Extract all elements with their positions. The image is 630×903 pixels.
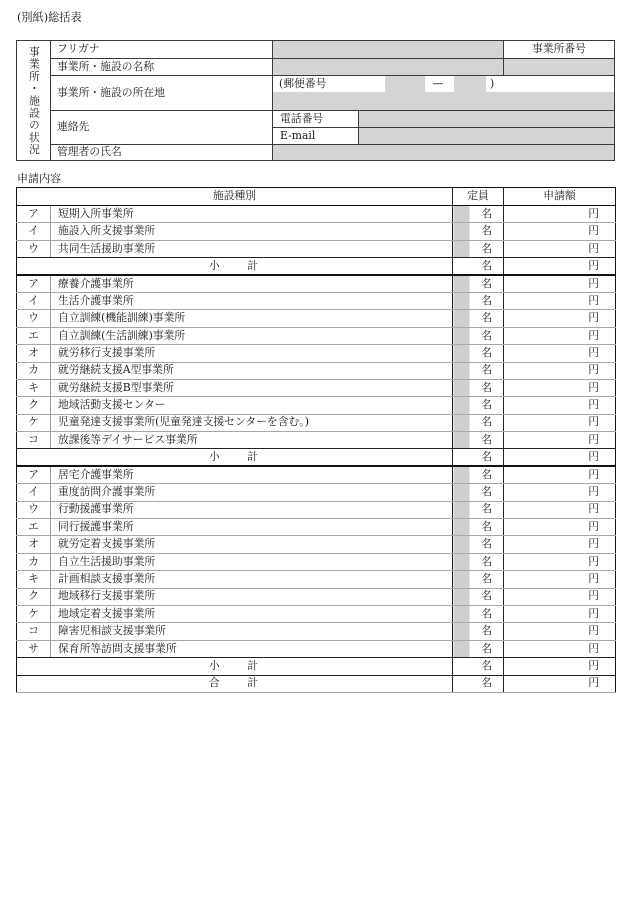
furigana-input[interactable]	[273, 41, 503, 58]
amount-unit: 円	[588, 641, 599, 655]
capacity-unit: 名	[481, 467, 492, 481]
capacity-unit: 名	[481, 537, 492, 551]
amount-cell[interactable]	[504, 571, 616, 588]
facility-type-name: 地域定着支援事業所	[51, 605, 453, 622]
row-index: サ	[17, 640, 51, 657]
amount-cell[interactable]	[504, 397, 616, 414]
postal-code-row	[273, 76, 614, 92]
capacity-unit: 名	[481, 293, 492, 307]
facility-type-name: 共同生活援助事業所	[51, 240, 453, 257]
capacity-unit: 名	[481, 224, 492, 238]
amount-cell[interactable]	[504, 588, 616, 605]
row-index: イ	[17, 223, 51, 240]
capacity-cell[interactable]	[453, 466, 504, 483]
amount-cell[interactable]	[504, 501, 616, 518]
row-index: キ	[17, 379, 51, 396]
facility-type-name: 居宅介護事業所	[51, 466, 453, 483]
row-index: コ	[17, 432, 51, 449]
table-row	[17, 466, 616, 483]
total-amount-cell[interactable]	[504, 675, 616, 692]
table-row	[17, 519, 616, 536]
amount-unit: 円	[588, 415, 599, 429]
capacity-unit: 名	[481, 328, 492, 342]
postal-dash: —	[432, 77, 444, 90]
facility-type-name: 重度訪問介護事業所	[51, 484, 453, 501]
row-index: ケ	[17, 414, 51, 431]
amount-unit: 円	[588, 676, 599, 690]
facility-type-name: 同行援護事業所	[51, 519, 453, 536]
facility-type-name: 自立訓練(生活訓練)事業所	[51, 327, 453, 344]
capacity-unit: 名	[481, 502, 492, 516]
phone-input[interactable]	[359, 111, 614, 127]
facility-info-table	[16, 40, 615, 161]
amount-unit: 円	[588, 398, 599, 412]
capacity-cell[interactable]	[453, 397, 504, 414]
table-row	[17, 501, 616, 518]
manager-name-label: 管理者の氏名	[51, 145, 272, 160]
amount-cell[interactable]	[504, 379, 616, 396]
amount-cell[interactable]	[504, 519, 616, 536]
subtotal-label: 小 計	[17, 449, 453, 466]
application-section-title: 申請内容	[17, 172, 61, 185]
subtotal-amount-cell[interactable]	[504, 258, 616, 275]
capacity-cell[interactable]	[453, 623, 504, 640]
office-number-label: 事業所番号	[504, 41, 614, 58]
table-row	[17, 379, 616, 396]
capacity-unit: 名	[481, 606, 492, 620]
capacity-unit: 名	[481, 311, 492, 325]
subtotal-row	[17, 258, 616, 275]
facility-type-name: 自立生活援助事業所	[51, 553, 453, 570]
postal-open-label: (郵便番号	[279, 77, 327, 90]
amount-unit: 円	[588, 589, 599, 603]
amount-cell[interactable]	[504, 240, 616, 257]
facility-type-name: 行動援護事業所	[51, 501, 453, 518]
row-index: カ	[17, 362, 51, 379]
row-index: ウ	[17, 501, 51, 518]
header-capacity: 定員	[453, 188, 504, 206]
postal-close-label: )	[490, 77, 495, 90]
capacity-cell[interactable]	[453, 414, 504, 431]
capacity-unit: 名	[481, 415, 492, 429]
amount-unit: 円	[588, 363, 599, 377]
capacity-cell[interactable]	[453, 501, 504, 518]
amount-cell[interactable]	[504, 275, 616, 292]
capacity-unit: 名	[481, 258, 492, 272]
capacity-cell[interactable]	[453, 571, 504, 588]
amount-cell[interactable]	[504, 466, 616, 483]
amount-unit: 円	[588, 206, 599, 220]
capacity-unit: 名	[481, 432, 492, 446]
row-index: ウ	[17, 240, 51, 257]
amount-unit: 円	[588, 624, 599, 638]
table-row	[17, 414, 616, 431]
amount-unit: 円	[588, 311, 599, 325]
amount-cell[interactable]	[504, 327, 616, 344]
amount-unit: 円	[588, 276, 599, 290]
facility-type-name: 生活介護事業所	[51, 292, 453, 309]
row-index: キ	[17, 571, 51, 588]
table-row	[17, 397, 616, 414]
table-row	[17, 640, 616, 657]
amount-cell[interactable]	[504, 640, 616, 657]
subtotal-label: 小 計	[17, 258, 453, 275]
facility-type-name: 自立訓練(機能訓練)事業所	[51, 310, 453, 327]
table-row	[17, 623, 616, 640]
amount-unit: 円	[588, 537, 599, 551]
row-index: エ	[17, 519, 51, 536]
table-row	[17, 362, 616, 379]
total-capacity-cell[interactable]	[453, 675, 504, 692]
address-label: 事業所・施設の所在地	[51, 76, 272, 110]
facility-type-name: 児童発達支援事業所(児童発達支援センターを含む。)	[51, 414, 453, 431]
row-index: オ	[17, 345, 51, 362]
capacity-unit: 名	[481, 624, 492, 638]
capacity-cell[interactable]	[453, 240, 504, 257]
capacity-unit: 名	[481, 363, 492, 377]
facility-type-name: 放課後等デイサービス事業所	[51, 432, 453, 449]
postal-code-second-input[interactable]	[454, 76, 486, 92]
facility-type-name: 療養介護事業所	[51, 275, 453, 292]
facility-name-input[interactable]	[273, 59, 503, 75]
amount-cell[interactable]	[504, 553, 616, 570]
capacity-cell[interactable]	[453, 362, 504, 379]
office-number-input[interactable]	[504, 59, 614, 75]
capacity-cell[interactable]	[453, 310, 504, 327]
facility-name-label: 事業所・施設の名称	[51, 59, 272, 75]
subtotal-amount-cell[interactable]	[504, 449, 616, 466]
amount-unit: 円	[588, 467, 599, 481]
amount-unit: 円	[588, 606, 599, 620]
capacity-cell[interactable]	[453, 292, 504, 309]
amount-cell[interactable]	[504, 310, 616, 327]
facility-type-name: 就労移行支援事業所	[51, 345, 453, 362]
amount-cell[interactable]	[504, 623, 616, 640]
facility-type-name: 障害児相談支援事業所	[51, 623, 453, 640]
amount-unit: 円	[588, 328, 599, 342]
total-row	[17, 675, 616, 692]
capacity-unit: 名	[481, 241, 492, 255]
capacity-cell[interactable]	[453, 640, 504, 657]
amount-unit: 円	[588, 502, 599, 516]
facility-type-name: 地域活動支援センター	[51, 397, 453, 414]
capacity-cell[interactable]	[453, 206, 504, 223]
row-index: イ	[17, 292, 51, 309]
row-index: エ	[17, 327, 51, 344]
amount-unit: 円	[588, 241, 599, 255]
row-index: ケ	[17, 605, 51, 622]
amount-unit: 円	[588, 450, 599, 464]
manager-name-input[interactable]	[273, 145, 614, 160]
address-block	[273, 76, 614, 110]
capacity-unit: 名	[481, 519, 492, 533]
row-index: オ	[17, 536, 51, 553]
capacity-cell[interactable]	[453, 588, 504, 605]
amount-unit: 円	[588, 572, 599, 585]
capacity-unit: 名	[481, 658, 492, 672]
table-row	[17, 484, 616, 501]
capacity-cell[interactable]	[453, 519, 504, 536]
table-row	[17, 345, 616, 362]
capacity-unit: 名	[481, 572, 492, 585]
amount-cell[interactable]	[504, 414, 616, 431]
table-row	[17, 275, 616, 292]
table-row	[17, 310, 616, 327]
capacity-unit: 名	[481, 554, 492, 568]
capacity-unit: 名	[481, 676, 492, 690]
facility-type-name: 計画相談支援事業所	[51, 571, 453, 588]
subtotal-row	[17, 449, 616, 466]
capacity-unit: 名	[481, 641, 492, 655]
row-index: ア	[17, 275, 51, 292]
amount-cell[interactable]	[504, 432, 616, 449]
amount-cell[interactable]	[504, 605, 616, 622]
amount-unit: 円	[588, 293, 599, 307]
amount-cell[interactable]	[504, 484, 616, 501]
row-index: ウ	[17, 310, 51, 327]
table-row	[17, 553, 616, 570]
capacity-cell[interactable]	[453, 379, 504, 396]
amount-cell[interactable]	[504, 223, 616, 240]
amount-cell[interactable]	[504, 345, 616, 362]
row-index: コ	[17, 623, 51, 640]
capacity-unit: 名	[481, 485, 492, 499]
subtotal-label: 小 計	[17, 658, 453, 675]
header-facility-type: 施設種別	[17, 188, 453, 206]
table-row	[17, 605, 616, 622]
capacity-cell[interactable]	[453, 275, 504, 292]
subtotal-capacity-cell[interactable]	[453, 449, 504, 466]
section-label-cell	[17, 41, 50, 160]
capacity-unit: 名	[481, 345, 492, 359]
table-row	[17, 588, 616, 605]
header-amount: 申請額	[504, 188, 616, 206]
facility-type-name: 就労継続支援B型事業所	[51, 379, 453, 396]
capacity-unit: 名	[481, 450, 492, 464]
facility-type-name: 地域移行支援事業所	[51, 588, 453, 605]
address-input[interactable]	[273, 92, 614, 110]
postal-code-first-input[interactable]	[385, 76, 425, 92]
table-row	[17, 292, 616, 309]
table-row	[17, 206, 616, 223]
table-row	[17, 536, 616, 553]
capacity-unit: 名	[481, 276, 492, 290]
row-index: イ	[17, 484, 51, 501]
capacity-cell[interactable]	[453, 605, 504, 622]
row-index: ク	[17, 397, 51, 414]
table-row	[17, 240, 616, 257]
capacity-cell[interactable]	[453, 327, 504, 344]
amount-unit: 円	[588, 658, 599, 672]
amount-unit: 円	[588, 554, 599, 568]
row-index: ア	[17, 206, 51, 223]
document-title: (別紙)総括表	[17, 11, 82, 24]
facility-type-name: 施設入所支援事業所	[51, 223, 453, 240]
facility-type-name: 保育所等訪問支援事業所	[51, 640, 453, 657]
subtotal-row	[17, 658, 616, 675]
table-row	[17, 571, 616, 588]
contact-label: 連絡先	[51, 111, 272, 144]
amount-unit: 円	[588, 258, 599, 272]
capacity-cell[interactable]	[453, 223, 504, 240]
table-row	[17, 432, 616, 449]
subtotal-capacity-cell[interactable]	[453, 258, 504, 275]
total-label: 合 計	[17, 675, 453, 692]
capacity-unit: 名	[481, 589, 492, 603]
amount-unit: 円	[588, 224, 599, 238]
email-input[interactable]	[359, 128, 614, 144]
capacity-cell[interactable]	[453, 553, 504, 570]
capacity-cell[interactable]	[453, 432, 504, 449]
amount-unit: 円	[588, 345, 599, 359]
amount-cell[interactable]	[504, 292, 616, 309]
capacity-unit: 名	[481, 398, 492, 412]
row-index: ア	[17, 466, 51, 483]
capacity-cell[interactable]	[453, 345, 504, 362]
subtotal-capacity-cell[interactable]	[453, 658, 504, 675]
subtotal-amount-cell[interactable]	[504, 658, 616, 675]
amount-cell[interactable]	[504, 536, 616, 553]
application-table	[16, 187, 616, 693]
table-row	[17, 327, 616, 344]
amount-unit: 円	[588, 380, 599, 394]
capacity-cell[interactable]	[453, 484, 504, 501]
amount-cell[interactable]	[504, 362, 616, 379]
facility-type-name: 就労定着支援事業所	[51, 536, 453, 553]
capacity-unit: 名	[481, 206, 492, 220]
furigana-label: フリガナ	[51, 41, 272, 58]
section-label: 事業所・施設の状況	[27, 45, 41, 156]
email-label: E-mail	[273, 128, 358, 144]
facility-type-name: 短期入所事業所	[51, 206, 453, 223]
amount-unit: 円	[588, 432, 599, 446]
amount-cell[interactable]	[504, 206, 616, 223]
table-row	[17, 223, 616, 240]
row-index: カ	[17, 553, 51, 570]
capacity-unit: 名	[481, 380, 492, 394]
facility-type-name: 就労継続支援A型事業所	[51, 362, 453, 379]
phone-label: 電話番号	[273, 111, 358, 127]
amount-unit: 円	[588, 519, 599, 533]
table-header-row	[17, 188, 616, 206]
capacity-cell[interactable]	[453, 536, 504, 553]
amount-unit: 円	[588, 485, 599, 499]
row-index: ク	[17, 588, 51, 605]
